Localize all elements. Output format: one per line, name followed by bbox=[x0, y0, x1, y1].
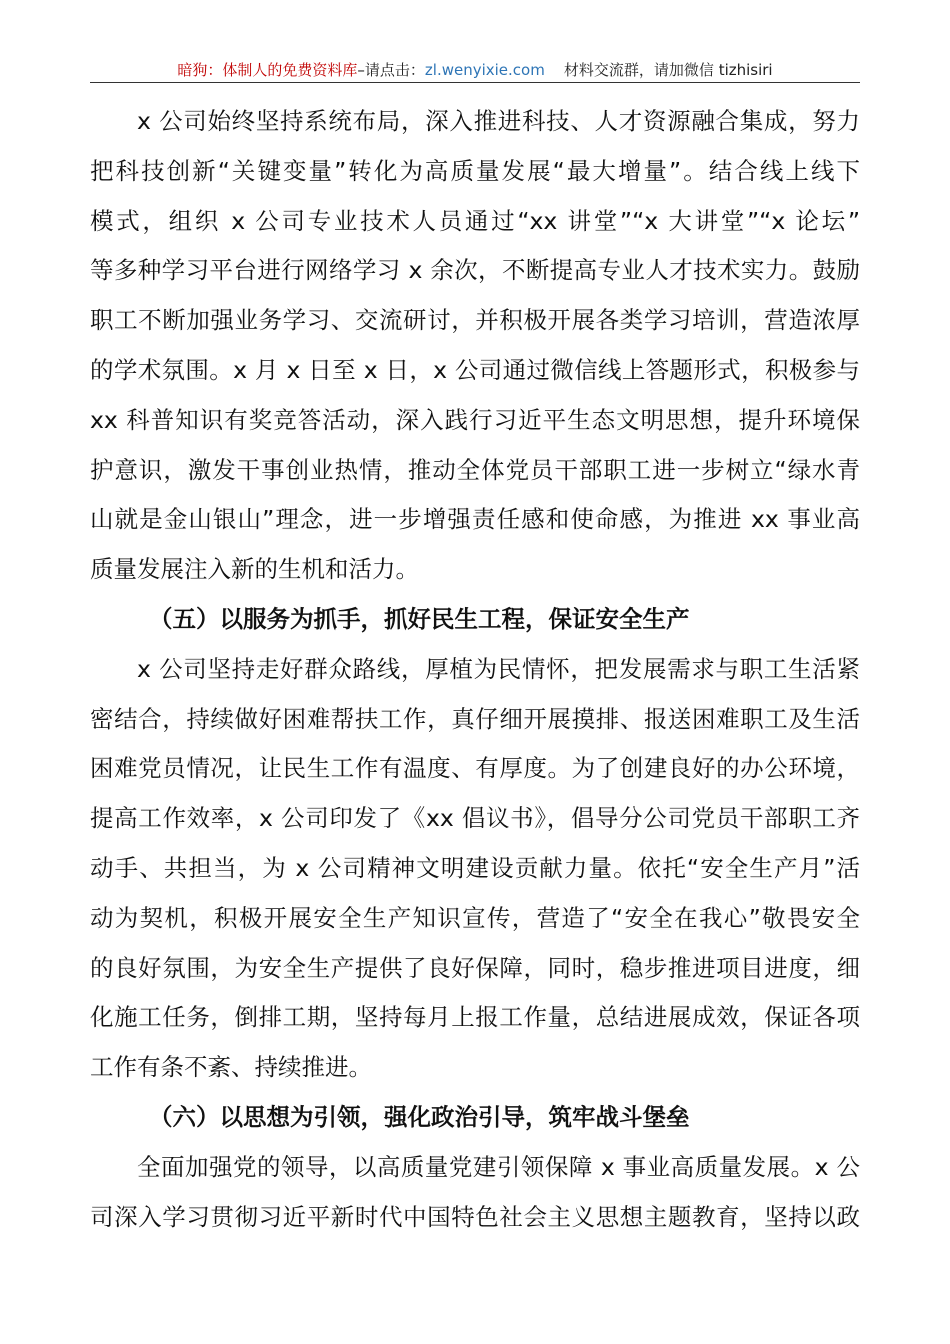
header-site-name: 暗狗：体制人的免费资料库 bbox=[177, 61, 358, 79]
header-divider bbox=[90, 82, 860, 83]
paragraph-line: 模式，组织 x 公司专业技术人员通过“xx 讲堂”“x 大讲堂”“x 论坛” bbox=[90, 206, 860, 235]
paragraph-line: 动为契机，积极开展安全生产知识宣传，营造了“安全在我心”敬畏安全 bbox=[90, 903, 860, 932]
section-heading-6: （六）以思想为引领，强化政治引导，筑牢战斗堡垒 bbox=[149, 1102, 690, 1131]
paragraph-line: 困难党员情况，让民生工作有温度、有厚度。为了创建良好的办公环境， bbox=[90, 754, 860, 783]
document-body bbox=[90, 97, 860, 1242]
paragraph-line: 司深入学习贯彻习近平新时代中国特色社会主义思想主题教育，坚持以政 bbox=[90, 1202, 860, 1231]
paragraph-line: 工作有条不紊、持续推进。 bbox=[90, 1053, 372, 1082]
paragraph-line: x 公司始终坚持系统布局，深入推进科技、人才资源融合集成，努力 bbox=[137, 107, 860, 135]
paragraph-line: xx 科普知识有奖竞答活动，深入践行习近平生态文明思想，提升环境保 bbox=[90, 405, 860, 434]
paragraph-line: 化施工任务，倒排工期，坚持每月上报工作量，总结进展成效，保证各项 bbox=[90, 1003, 860, 1032]
paragraph-line: 把科技创新“关键变量”转化为高质量发展“最大增量”。结合线上线下 bbox=[90, 156, 860, 185]
paragraph-line: 全面加强党的领导，以高质量党建引领保障 x 事业高质量发展。x 公 bbox=[137, 1152, 860, 1181]
paragraph-line: 的良好氛围，为安全生产提供了良好保障，同时，稳步推进项目进度，细 bbox=[90, 953, 860, 982]
header-click-prompt: –请点击： bbox=[357, 61, 425, 79]
paragraph-line: x 公司坚持走好群众路线，厚植为民情怀，把发展需求与职工生活紧 bbox=[137, 654, 860, 683]
paragraph-line: 山就是金山银山”理念，进一步增强责任感和使命感，为推进 xx 事业高 bbox=[90, 505, 860, 534]
paragraph-line: 提高工作效率，x 公司印发了《xx 倡议书》，倡导分公司党员干部职工齐 bbox=[90, 804, 860, 833]
page-header bbox=[90, 58, 860, 82]
paragraph-line: 动手、共担当，为 x 公司精神文明建设贡献力量。依托“安全生产月”活 bbox=[90, 853, 860, 882]
paragraph-line: 等多种学习平台进行网络学习 x 余次，不断提高专业人才技术实力。鼓励 bbox=[90, 256, 860, 285]
paragraph-line: 护意识，激发干事创业热情，推动全体党员干部职工进一步树立“绿水青 bbox=[90, 455, 860, 484]
header-url-link[interactable]: zl.wenyixie.com bbox=[424, 61, 545, 79]
header-wechat-note: 材料交流群，请加微信 tizhisiri bbox=[563, 61, 773, 79]
section-heading-5: （五）以服务为抓手，抓好民生工程，保证安全生产 bbox=[149, 604, 690, 633]
paragraph-line: 的学术氛围。x 月 x 日至 x 日，x 公司通过微信线上答题形式，积极参与 bbox=[90, 355, 860, 384]
paragraph-line: 质量发展注入新的生机和活力。 bbox=[90, 555, 419, 584]
paragraph-line: 职工不断加强业务学习、交流研讨，并积极开展各类学习培训，营造浓厚 bbox=[90, 306, 860, 335]
paragraph-line: 密结合，持续做好困难帮扶工作，真仔细开展摸排、报送困难职工及生活 bbox=[90, 704, 860, 733]
